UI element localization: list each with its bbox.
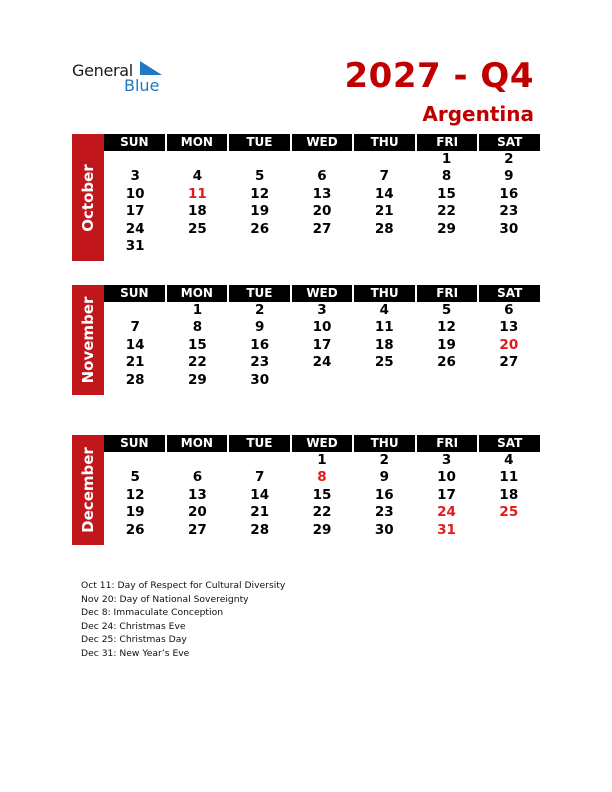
week-row [104, 337, 540, 354]
day-cell: 29 [188, 371, 207, 388]
day-cell: 21 [374, 203, 394, 220]
day-cell: 19 [250, 203, 270, 220]
day-cell: 17 [125, 203, 145, 220]
weekday-header: SUN [104, 285, 165, 302]
day-cell: 28 [374, 220, 394, 237]
day-cell: 31 [125, 237, 145, 254]
day-cell: 10 [125, 185, 145, 202]
day-cell: 25 [374, 354, 394, 371]
holiday-note: Oct 11: Day of Respect for Cultural Diversity [81, 580, 286, 591]
day-cell: 21 [125, 354, 145, 371]
day-cell: 13 [312, 185, 332, 202]
day-cell: 16 [374, 486, 394, 503]
day-cell: 11 [374, 319, 394, 336]
day-cell: 27 [499, 354, 519, 371]
day-cell: 16 [499, 185, 519, 202]
empty-day-cell [353, 238, 415, 255]
day-cell: 24 [437, 504, 456, 521]
empty-day-cell [166, 151, 228, 168]
day-cell: 15 [188, 336, 207, 353]
day-cell: 17 [437, 486, 456, 503]
day-cell: 28 [250, 521, 270, 538]
day-cell: 27 [188, 521, 207, 538]
week-row [104, 487, 540, 504]
month-label-bar [72, 285, 104, 395]
day-cell: 29 [312, 521, 332, 538]
day-cell: 10 [437, 469, 456, 486]
day-cell: 20 [188, 504, 207, 521]
weekday-header: THU [354, 435, 415, 452]
day-cell: 19 [437, 336, 456, 353]
day-cell: 5 [130, 469, 140, 486]
week-row [104, 302, 540, 319]
logo-text-general: General [72, 61, 133, 80]
weekday-header: WED [292, 435, 353, 452]
week-row [104, 151, 540, 168]
day-cell: 14 [374, 185, 394, 202]
day-cell: 4 [192, 168, 203, 185]
day-cell: 18 [188, 203, 207, 220]
empty-day-cell [291, 372, 353, 389]
holiday-note: Dec 25: Christmas Day [81, 634, 187, 646]
weekday-header: TUE [229, 134, 290, 151]
day-cell: 9 [379, 469, 389, 486]
weekday-header: WED [292, 134, 353, 151]
day-cell: 12 [125, 486, 145, 503]
day-cell: 6 [504, 302, 514, 318]
empty-day-cell [291, 238, 353, 255]
month-name: December [79, 447, 97, 533]
weekday-header: FRI [417, 285, 478, 302]
day-cell: 26 [437, 354, 456, 371]
empty-day-cell [291, 151, 353, 168]
holiday-note: Nov 20: Day of National Sovereignty [81, 593, 249, 605]
empty-day-cell [229, 151, 291, 168]
weekday-header: THU [354, 285, 415, 302]
day-cell: 25 [499, 504, 519, 521]
holiday-note: Dec 31: New Year’s Eve [81, 647, 190, 659]
weekday-header: MON [167, 435, 228, 452]
weekday-header: SAT [479, 134, 540, 151]
holiday-note: Dec 24: Christmas Eve [81, 620, 186, 632]
day-cell: 20 [312, 203, 332, 220]
day-cell: 4 [379, 302, 389, 318]
empty-day-cell [478, 372, 540, 389]
month-name: October [79, 163, 97, 232]
day-cell: 29 [437, 220, 456, 237]
logo-text-blue: Blue [124, 76, 160, 95]
day-cell: 3 [130, 168, 140, 185]
empty-day-cell [104, 151, 166, 168]
week-row [104, 452, 540, 469]
day-cell: 23 [250, 354, 270, 371]
day-cell: 30 [250, 371, 270, 388]
day-cell: 2 [255, 302, 265, 318]
month-grid [104, 435, 540, 539]
day-cell: 25 [188, 220, 207, 237]
day-cell: 24 [125, 220, 145, 237]
day-cell: 22 [312, 504, 332, 521]
weekday-header-row [104, 285, 540, 302]
generalblue-logo [72, 58, 172, 98]
day-cell: 23 [499, 203, 519, 220]
month-block-october [72, 134, 540, 261]
weekday-header-row [104, 134, 540, 151]
day-cell: 28 [125, 371, 145, 388]
month-label-bar [72, 435, 104, 545]
day-cell: 3 [317, 302, 327, 318]
day-cell: 7 [379, 168, 389, 185]
holiday-note: Dec 8: Immaculate Conception [81, 607, 224, 619]
day-cell: 9 [255, 319, 265, 336]
week-row [104, 203, 540, 220]
month-block-november [72, 285, 540, 395]
day-cell: 6 [317, 168, 327, 185]
day-cell: 21 [250, 504, 270, 521]
weekday-header: TUE [229, 435, 290, 452]
weekday-header: FRI [417, 435, 478, 452]
weekday-header: SUN [104, 435, 165, 452]
day-cell: 17 [312, 336, 332, 353]
empty-day-cell [478, 238, 540, 255]
day-cell: 7 [130, 319, 140, 336]
day-cell: 24 [312, 354, 332, 371]
empty-day-cell [478, 522, 540, 539]
empty-day-cell [166, 452, 228, 469]
day-cell: 14 [250, 486, 270, 503]
empty-day-cell [415, 238, 477, 255]
weekday-header: SAT [479, 435, 540, 452]
weekday-header: MON [167, 134, 228, 151]
empty-day-cell [353, 151, 415, 168]
holiday-notes [81, 579, 285, 661]
day-cell: 16 [250, 336, 270, 353]
day-cell: 1 [192, 302, 203, 318]
weekday-header: TUE [229, 285, 290, 302]
country-name: Argentina [422, 102, 534, 126]
empty-day-cell [104, 302, 166, 319]
weekday-header: SAT [479, 285, 540, 302]
day-cell: 6 [192, 469, 203, 486]
day-cell: 30 [374, 521, 394, 538]
weekday-header: SUN [104, 134, 165, 151]
empty-day-cell [353, 372, 415, 389]
page-title: 2027 - Q4 [344, 56, 534, 96]
day-cell: 11 [499, 469, 519, 486]
weekday-header: MON [167, 285, 228, 302]
day-cell: 8 [441, 168, 452, 185]
week-row [104, 522, 540, 539]
empty-day-cell [415, 372, 477, 389]
empty-day-cell [104, 452, 166, 469]
weekday-header: THU [354, 134, 415, 151]
day-cell: 3 [441, 452, 452, 468]
week-row [104, 354, 540, 371]
day-cell: 7 [255, 469, 265, 486]
month-grid [104, 285, 540, 389]
day-cell: 8 [192, 319, 203, 336]
day-cell: 27 [312, 220, 332, 237]
day-cell: 13 [499, 319, 519, 336]
empty-day-cell [229, 452, 291, 469]
week-row [104, 168, 540, 185]
day-cell: 23 [374, 504, 394, 521]
day-cell: 2 [504, 151, 514, 167]
week-row [104, 186, 540, 203]
month-label-bar [72, 134, 104, 261]
week-row [104, 238, 540, 255]
day-cell: 15 [312, 486, 332, 503]
day-cell: 1 [441, 151, 452, 167]
day-cell: 22 [188, 354, 207, 371]
day-cell: 10 [312, 319, 332, 336]
empty-day-cell [229, 238, 291, 255]
day-cell: 9 [504, 168, 514, 185]
day-cell: 1 [317, 452, 327, 468]
empty-day-cell [166, 238, 228, 255]
day-cell: 5 [441, 302, 452, 318]
week-row [104, 469, 540, 486]
weekday-header: FRI [417, 134, 478, 151]
day-cell: 26 [125, 521, 145, 538]
logo-triangle-icon [140, 61, 164, 77]
weekday-header: WED [292, 285, 353, 302]
day-cell: 12 [250, 185, 270, 202]
week-row [104, 319, 540, 336]
day-cell: 20 [499, 336, 519, 353]
month-block-december [72, 435, 540, 545]
day-cell: 18 [499, 486, 519, 503]
day-cell: 30 [499, 220, 519, 237]
day-cell: 31 [437, 521, 456, 538]
day-cell: 12 [437, 319, 456, 336]
weekday-header-row [104, 435, 540, 452]
month-grid [104, 134, 540, 255]
day-cell: 11 [188, 185, 207, 202]
day-cell: 2 [379, 452, 389, 468]
day-cell: 4 [504, 452, 514, 468]
day-cell: 8 [317, 469, 327, 486]
day-cell: 19 [125, 504, 145, 521]
day-cell: 26 [250, 220, 270, 237]
day-cell: 15 [437, 185, 456, 202]
day-cell: 14 [125, 336, 145, 353]
day-cell: 13 [188, 486, 207, 503]
week-row [104, 504, 540, 521]
month-name: November [79, 296, 97, 384]
day-cell: 22 [437, 203, 456, 220]
week-row [104, 221, 540, 238]
day-cell: 18 [374, 336, 394, 353]
week-row [104, 372, 540, 389]
day-cell: 5 [255, 168, 265, 185]
